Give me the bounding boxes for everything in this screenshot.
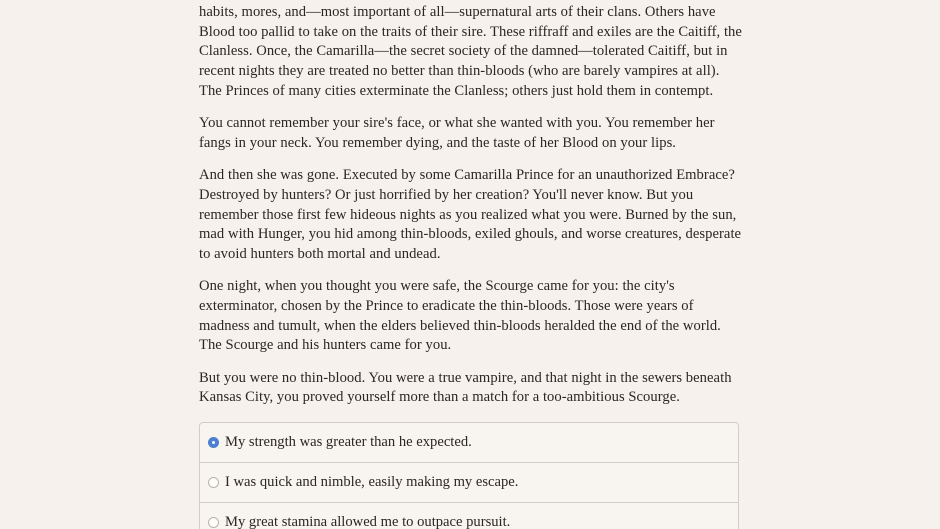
story-paragraph: But you were no thin-blood. You were a true vampire, and that night in the sewers beneath Kansas City, you proved yourself more than a match for a too-ambitious Scourge.	[199, 369, 732, 406]
choice-label: My great stamina allowed me to outpace pursuit.	[225, 514, 511, 529]
story-paragraph: One night, when you thought you were safe, the Scourge came for you: the city's exterminator, chosen by the Prince to eradicate the thin-bloods. Those were years of madness and tumult, when the elders believed thin-bloods heralded the end of the world. The Scourge and his hunters came for you.	[199, 278, 721, 354]
choice-option-stamina[interactable]	[200, 503, 738, 529]
radio-button-icon[interactable]	[208, 437, 219, 448]
choice-label: My strength was greater than he expected.	[225, 434, 472, 450]
radio-button-icon[interactable]	[208, 517, 219, 528]
radio-button-icon[interactable]	[208, 477, 219, 488]
choice-list	[199, 422, 739, 529]
story-paragraph: You cannot remember your sire's face, or what she wanted with you. You remember her fangs in your neck. You remember dying, and the taste of her Blood on your lips.	[199, 115, 715, 151]
choice-option-strength[interactable]	[200, 423, 738, 463]
story-paragraph: And then she was gone. Executed by some Camarilla Prince for an unauthorized Embrace? Destroyed by hunters? Or just horrified by her creation? You'll never know. But you remember those first few hideous nights as you realized what you were. Burned by the sun, mad with Hunger, you hid among thin-bloods, exiled ghouls, and worse creatures, desperate to avoid hunters both mortal and undead.	[199, 167, 742, 262]
choice-label: I was quick and nimble, easily making my escape.	[225, 474, 519, 490]
story-text	[199, 3, 744, 408]
choice-option-quick[interactable]	[200, 463, 738, 503]
story-paragraph: habits, mores, and—most important of all—supernatural arts of their clans. Others have Blood too pallid to take on the traits of their sire. These riffraff and exiles are the Caitiff, the Clanless. Once, the Camarilla—the secret society of the damned—tolerated Caitiff, but in recent nights they are treated no better than thin-bloods (who are barely vampires at all). The Princes of many cities exterminate the Clanless; others just hold them in contempt.	[199, 4, 742, 99]
